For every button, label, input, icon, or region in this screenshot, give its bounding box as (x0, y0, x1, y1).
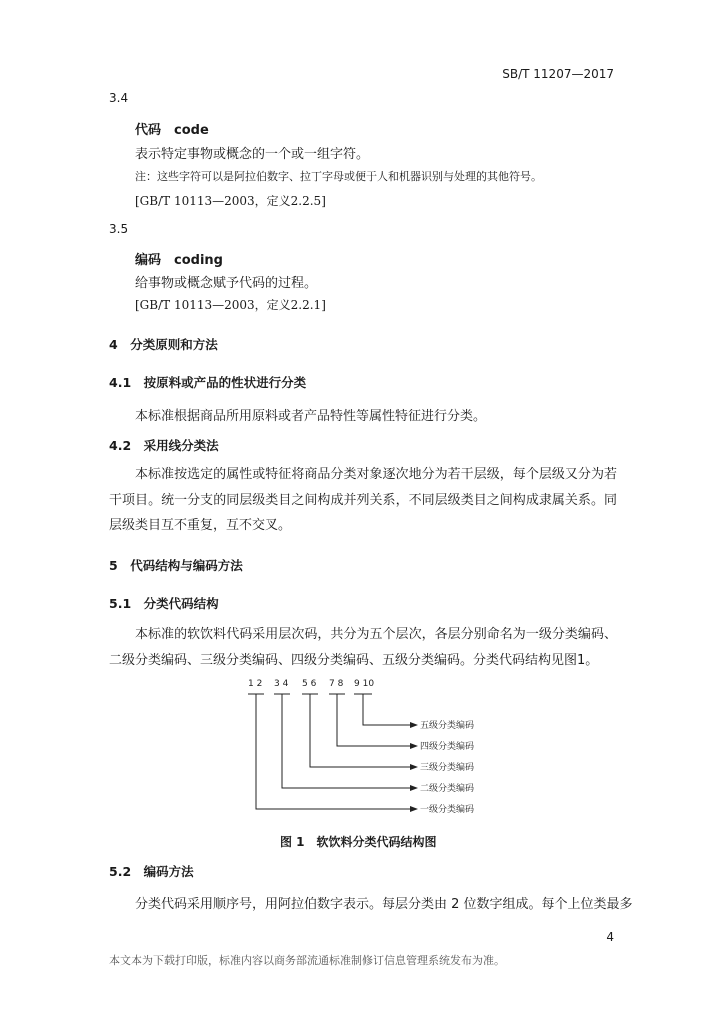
definition-code: 表示特定事物或概念的一个或一组字符。 (135, 147, 370, 162)
heading-section-5-1: 5.1 分类代码结构 (109, 596, 219, 611)
footer-note: 本文本为下载打印版，标准内容以商务部流通标准制修订信息管理系统发布为准。 (109, 954, 505, 967)
label-level-2: 二级分类编码 (420, 784, 475, 794)
heading-section-4: 4 分类原则和方法 (109, 337, 218, 352)
heading-section-4-2: 4.2 采用线分类法 (109, 438, 219, 453)
body-section-5-1: 本标准的软饮料代码采用层次码，共分为五个层次，各层分别命名为一级分类编码、二级分类编码、三级分类编码、四级分类编码、五级分类编码。分类代码结构见图1。 (109, 627, 617, 668)
label-level-4: 四级分类编码 (420, 742, 475, 752)
digits-level-1: 1 2 (248, 679, 263, 689)
heading-section-5-2: 5.2 编码方法 (109, 864, 194, 879)
figure-caption: 图 1 软饮料分类代码结构图 (280, 835, 437, 849)
source-code: [GB/T 10113—2003，定义2.2.5] (135, 194, 326, 208)
code-structure-diagram (240, 674, 490, 816)
digits-level-2: 3 4 (274, 679, 289, 689)
term-code: 代码 code (135, 123, 209, 138)
page-number: 4 (606, 930, 614, 944)
document-id-header: SB/T 11207—2017 (502, 67, 614, 81)
body-section-4-1: 本标准根据商品所用原料或者产品特性等属性特征进行分类。 (135, 409, 487, 424)
label-level-5: 五级分类编码 (420, 721, 475, 731)
section-number-3-5: 3.5 (109, 222, 129, 236)
label-level-1: 一级分类编码 (420, 805, 475, 815)
heading-section-4-1: 4.1 按原料或产品的性状进行分类 (109, 375, 307, 390)
body-section-5-2: 分类代码采用顺序号，用阿拉伯数字表示。每层分类由 2 位数字组成。每个上位类最多 (135, 897, 633, 912)
body-section-4-2: 本标准按选定的属性或特征将商品分类对象逐次地分为若干层级，每个层级又分为若干项目。统一分支的同层级类目之间构成并列关系，不同层级类目之间构成隶属关系。同层级类目互不重复，互不交叉。 (109, 467, 617, 533)
term-coding: 编码 coding (135, 253, 223, 268)
definition-coding: 给事物或概念赋予代码的过程。 (135, 276, 318, 291)
source-coding: [GB/T 10113—2003，定义2.2.1] (135, 298, 326, 312)
note-code: 注：这些字符可以是阿拉伯数字、拉丁字母或便于人和机器识别与处理的其他符号。 (135, 170, 542, 183)
digits-level-5: 9 10 (354, 679, 375, 689)
section-number-3-4: 3.4 (109, 91, 129, 105)
digits-level-4: 7 8 (329, 679, 344, 689)
label-level-3: 三级分类编码 (420, 763, 475, 773)
heading-section-5: 5 代码结构与编码方法 (109, 558, 243, 573)
digits-level-3: 5 6 (302, 679, 317, 689)
